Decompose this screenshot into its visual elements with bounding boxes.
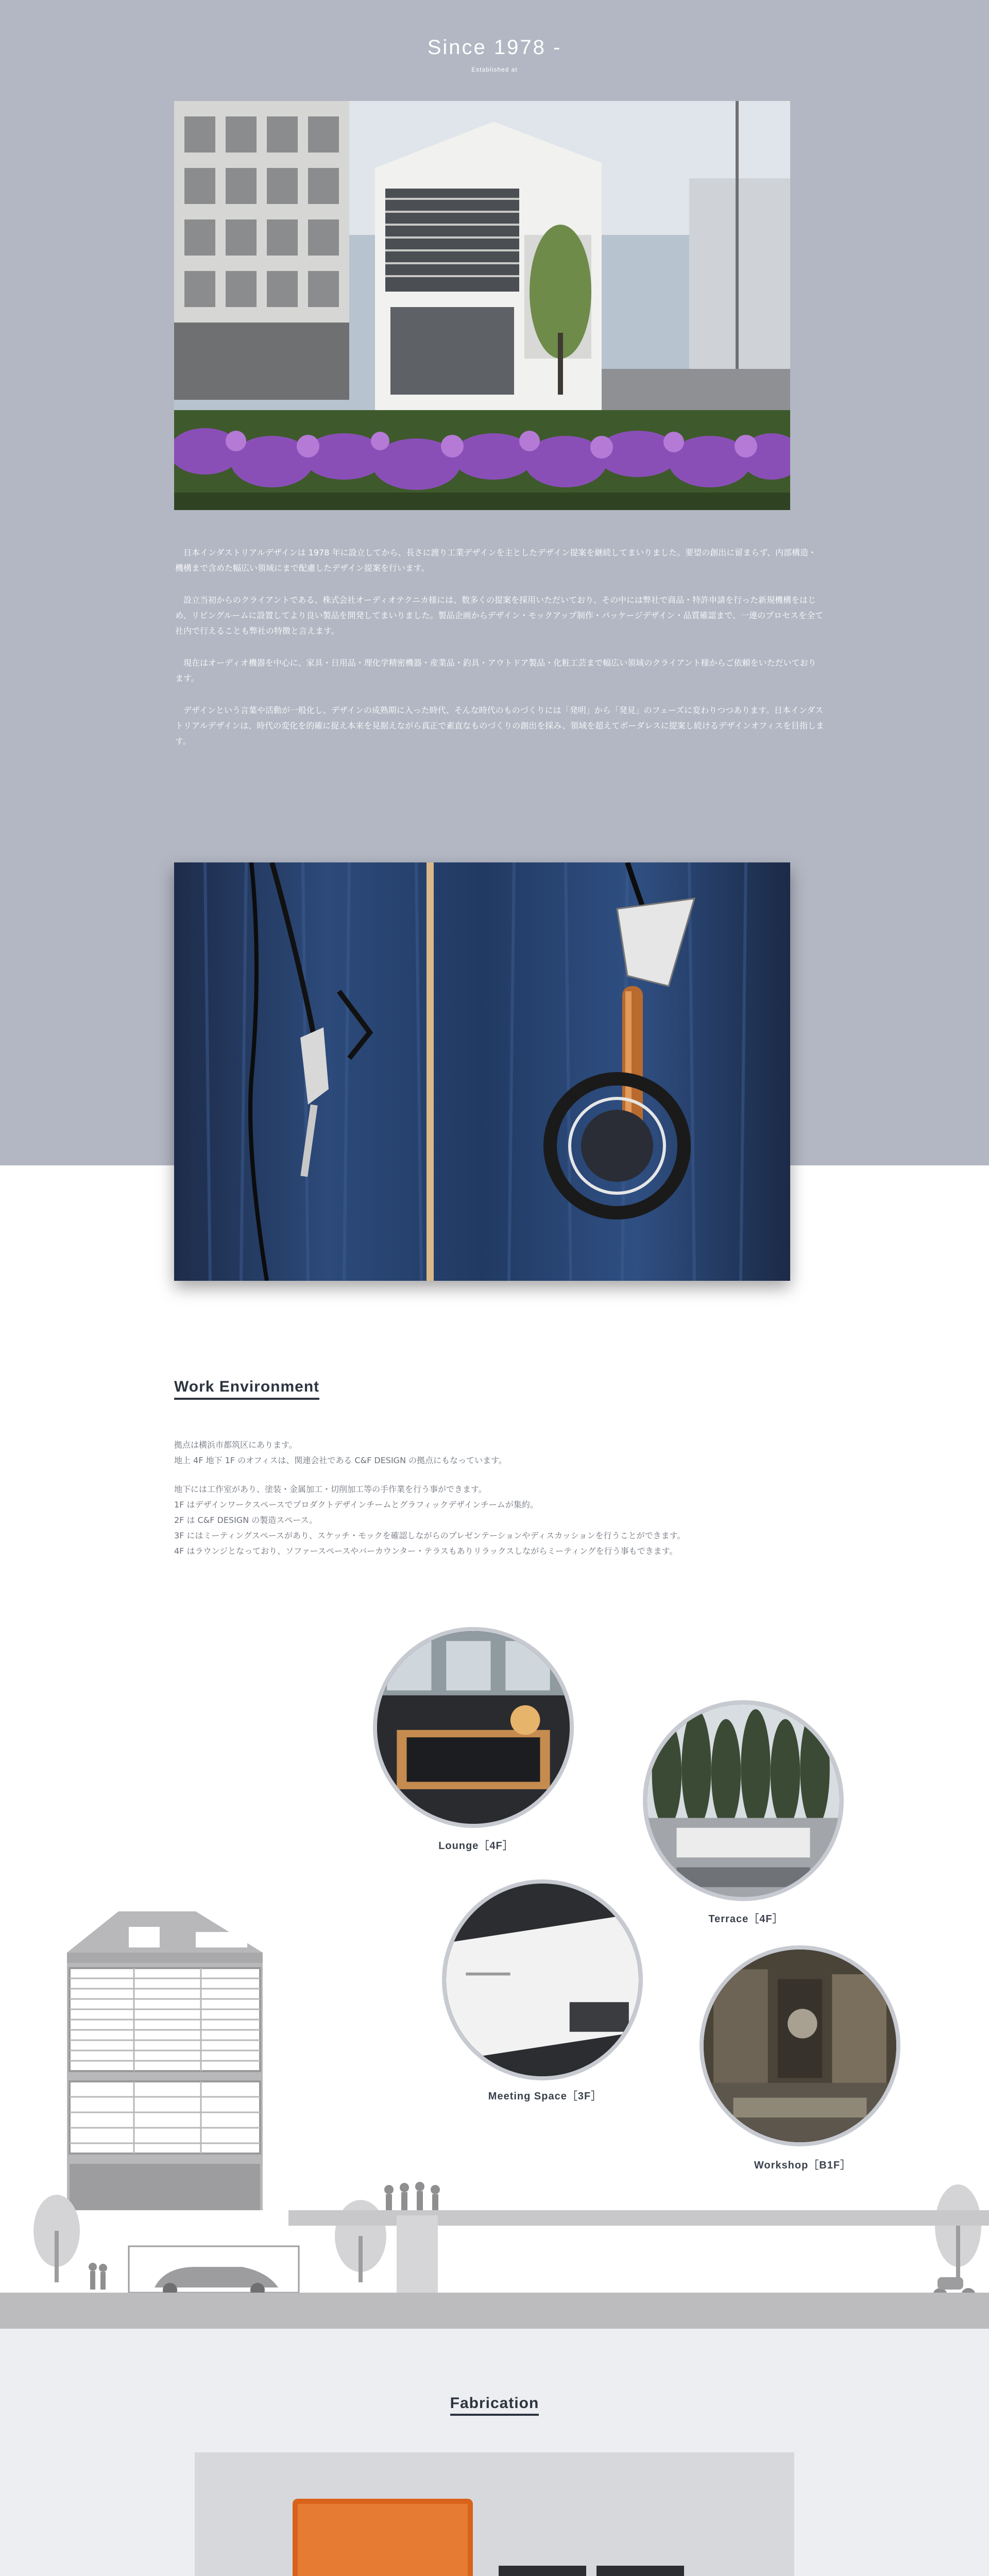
section-title: Since 1978 - xyxy=(427,36,562,59)
work-line: 地下には工作室があり、塗装・金属加工・切削加工等の手作業を行う事ができます。 xyxy=(174,1484,487,1494)
room-label-terrace: Terrace［4F］ xyxy=(708,1913,783,1925)
work-description xyxy=(174,1437,833,1559)
section-heading: Work Environment xyxy=(174,1378,319,1400)
work-line: 拠点は横浜市都筑区にあります。 xyxy=(174,1440,297,1450)
history-paragraph: 日本インダストリアルデザインは 1978 年に設立してから、長さに渡り工業デザインを主としたデザイン提案を継続してまいりました。要望の創出に留まらず、内部構造・機構まで含めた幅広い領域にまで配慮したデザイン提案を行います。 xyxy=(175,548,816,573)
fabrication-heading-wrap xyxy=(0,2395,989,2412)
section-heading: Fabrication xyxy=(450,2395,539,2416)
work-line: 1F はデザインワークスペースでプロダクトデザインチームとグラフィックデザインチームが集約。 xyxy=(174,1500,538,1510)
history-paragraph: 現在はオーディオ機器を中心に、家具・日用品・理化学精密機器・産業品・釣具・アウトドア製品・化粧工芸まで幅広い領域のクライアント様からご依頼をいただいております。 xyxy=(175,658,816,683)
room-label-workshop: Workshop［B1F］ xyxy=(754,2160,851,2171)
room-label-meeting: Meeting Space［3F］ xyxy=(488,2091,602,2102)
headphone-photo xyxy=(174,862,790,1281)
work-line: 4F はラウンジとなっており、ソファースペースやバーカウンター・テラスもありリラックスしながらミーティングを行う事もできます。 xyxy=(174,1546,678,1556)
history-paragraph: デザインという言葉や活動が一般化し、デザインの成熟期に入った時代、そんな時代のものづくりには「発明」から「発見」のフェーズに変わりつつあります。日本インダストリアルデザインは、時代の変化を的確に捉え本来を見据えながら真正で素直なものづくりの創出を採み、領域を超えてボーダレスに提案し続けるデザインオフィスを目指します。 xyxy=(175,705,824,746)
workshop-photo xyxy=(700,1945,900,2146)
work-line: 2F は C&F DESIGN の製造スペース。 xyxy=(174,1515,317,1525)
section-subtitle: Established at xyxy=(471,66,518,73)
work-line: 地上 4F 地下 1F のオフィスは、関連会社である C&F DESIGN の拠点にもなっています。 xyxy=(174,1455,507,1465)
room-label-lounge: Lounge［4F］ xyxy=(438,1840,514,1852)
printer-card xyxy=(195,2452,794,2576)
history-text xyxy=(175,545,824,766)
building-photo xyxy=(174,101,790,510)
terrace-photo xyxy=(643,1700,844,1901)
work-line: 3F にはミーティングスペースがあり、スケッチ・モックを確認しながらのプレゼンテーションやディスカッションを行うことができます。 xyxy=(174,1531,686,1540)
ground xyxy=(0,2293,989,2329)
meeting-photo xyxy=(442,1879,643,2080)
history-paragraph: 設立当初からのクライアントである、株式会社オーディオテクニカ様には、数多くの提案を採用いただいており、その中には弊社で商品・特許申請を行った新規機構をはじめ、リビングルームに設置してより良い製品を開発してまいりました。製品企画からデザイン・モックアップ制作・パッケージデザイン・品質確認まで、一連のプロセスを全て社内で行えることも弊社の特徴と言えます。 xyxy=(175,595,824,636)
lounge-photo xyxy=(373,1627,574,1828)
